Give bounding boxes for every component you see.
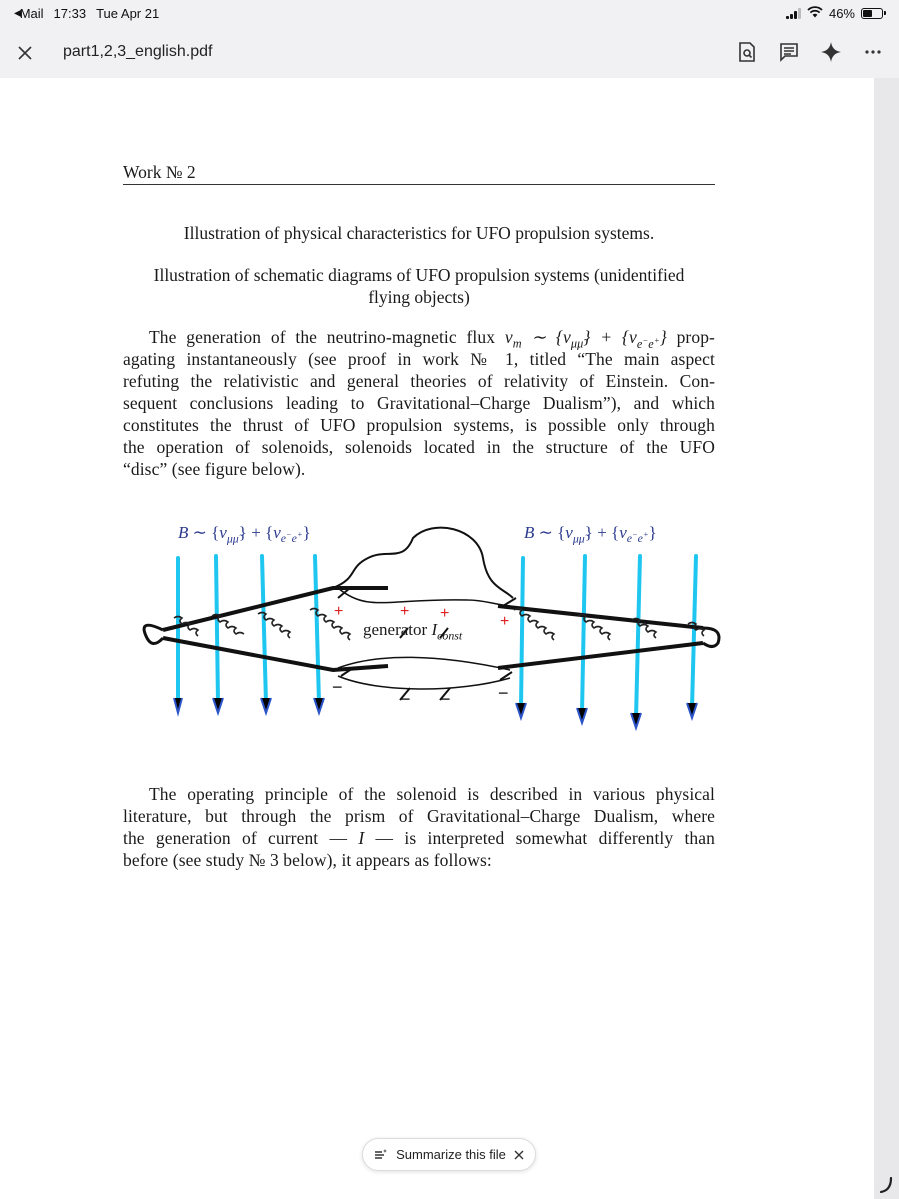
field-label-right: B ∼ $\{\nu_{\mu\mũ}\} + \{\nu_{e^-e^+}\}$ <box>524 523 657 546</box>
summarize-file-button[interactable] <box>362 1138 536 1171</box>
ufo-propulsion-figure <box>138 518 728 748</box>
status-left <box>14 6 159 21</box>
header-rule <box>123 184 715 185</box>
para1-line-3: refuting the relativistic and general theories of relativity of Einstein. Con- <box>123 371 715 391</box>
comments-icon <box>779 42 799 62</box>
paragraph-2 <box>123 783 715 871</box>
back-arrow-icon: ◀ <box>14 8 22 19</box>
title-2-line-1: Illustration of schematic diagrams of UFO propulsion systems (unidentified <box>153 265 685 285</box>
file-name: part1,2,3_english.pdf <box>63 43 213 60</box>
minus-marker: − <box>332 677 343 697</box>
disc-hull <box>144 528 719 689</box>
status-right <box>786 6 883 21</box>
para1-line-2: agating instantaneously (see proof in work № 1, titled “The main aspect <box>123 349 715 369</box>
summarize-icon <box>374 1149 388 1161</box>
comments-button[interactable] <box>777 40 801 64</box>
para1-line-5: constitutes the thrust of UFO propulsion systems, is possible only through <box>123 415 715 435</box>
para1-line-1: The generation of the neutrino-magnetic flux $\nu_m$ ∼ $\{\nu_{\mu\mũ}\} + \{\nu_{e^-e^+}\}$ prop- <box>149 327 715 351</box>
minus-marker: − <box>400 689 411 709</box>
summarize-label: Summarize this file <box>396 1147 506 1162</box>
battery-level-fill <box>863 10 872 17</box>
para2-line-1: The operating principle of the solenoid is described in various physical <box>149 784 715 804</box>
status-time: 17:33 <box>53 6 87 21</box>
status-bar <box>0 0 899 28</box>
para1-line-4: sequent conclusions leading to Gravitational–Charge Dualism”), and which <box>123 393 715 413</box>
more-icon <box>865 50 881 54</box>
page-header: Work № 2 <box>123 162 196 182</box>
more-options-button[interactable] <box>861 40 885 64</box>
gemini-sparkle-icon <box>821 42 841 62</box>
back-app-label: Mail <box>19 6 44 21</box>
minus-marker: − <box>498 683 509 703</box>
field-label-left: B ∼ $\{\nu_{\mu\mũ}\} + \{\nu_{e^-e^+}\}$ <box>178 523 311 546</box>
field-lines-right <box>516 556 697 728</box>
plus-marker: + <box>440 605 450 622</box>
scrollbar[interactable] <box>874 78 899 1199</box>
close-button[interactable] <box>12 40 38 66</box>
toolbar-actions <box>735 40 885 64</box>
gemini-button[interactable] <box>819 40 843 64</box>
plus-marker: + <box>500 613 510 630</box>
status-date: Tue Apr 21 <box>96 6 160 21</box>
para2-line-2: literature, but through the prism of Gravitational–Charge Dualism, where <box>123 806 715 826</box>
para1-line-7: “disc” (see figure below). <box>123 459 306 479</box>
cellular-signal-icon <box>786 8 801 19</box>
title-2-line-2: flying objects) <box>368 287 470 307</box>
battery-percent: 46% <box>828 6 855 21</box>
generator-label: generator $I_{const}$ <box>363 620 463 643</box>
wifi-icon <box>807 6 823 21</box>
minus-marker: − <box>440 689 451 709</box>
close-icon <box>18 46 32 60</box>
para2-line-4: before (see study № 3 below), it appears as follows: <box>123 850 492 870</box>
pdf-page <box>0 78 874 1199</box>
plus-marker: + <box>400 603 410 620</box>
flux-formula: $\nu_m$ ∼ $\{\nu_{\mu\mũ}\} + \{\nu_{e^-e^+}\}$ <box>504 327 667 351</box>
battery-icon <box>861 8 883 19</box>
search-document-button[interactable] <box>735 40 759 64</box>
dismiss-icon[interactable] <box>514 1150 524 1160</box>
search-document-icon <box>738 42 756 62</box>
para2-line-3: the generation of current — I — is interpreted somewhat differently than <box>123 828 716 848</box>
paragraph-1 <box>123 326 715 480</box>
back-to-app-link[interactable] <box>14 6 44 21</box>
title-1: Illustration of physical characteristics for UFO propulsion systems. <box>183 223 655 243</box>
polarity-markers <box>332 603 509 709</box>
pdf-toolbar <box>0 28 899 78</box>
para1-line-6: the operation of solenoids, solenoids located in the structure of the UFO <box>123 437 715 457</box>
scroll-handle-icon[interactable] <box>879 1177 893 1193</box>
plus-marker: + <box>334 603 344 620</box>
